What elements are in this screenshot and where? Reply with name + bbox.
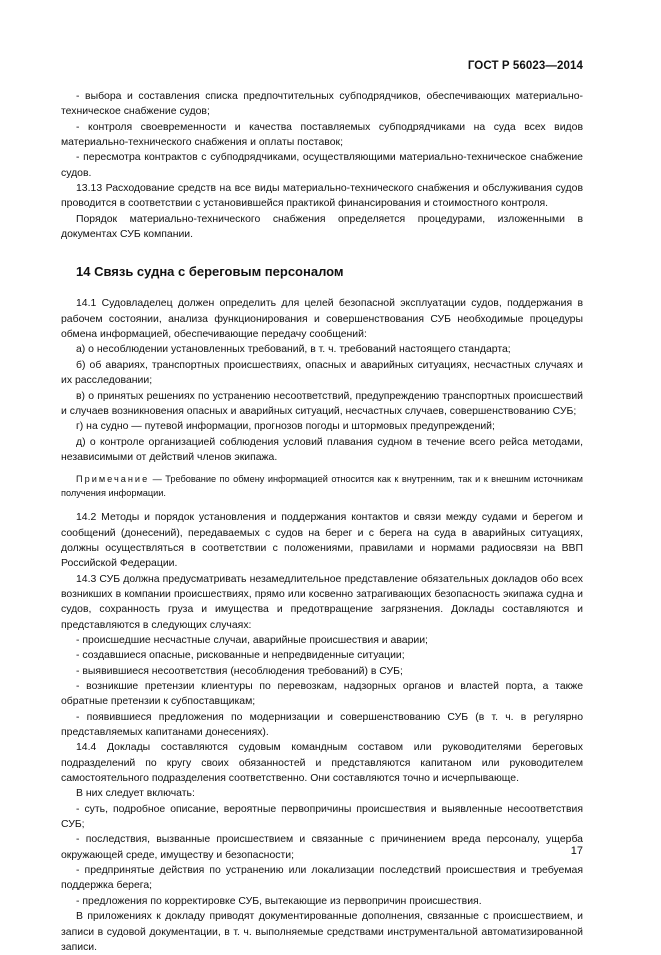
list-item: - суть, подробное описание, вероятные первопричины происшествия и выявленные несоответствия СУБ; [61,803,583,831]
page-content [61,89,583,955]
list-item: - появившиеся предложения по модернизации и совершенствованию СУБ (в т. ч. в регулярно представляемых капитанами донесениях). [61,711,583,739]
paragraph: В них следует включать: [76,788,195,800]
list-item: г) на судно — путевой информации, прогнозов погоды и штормовых предупреждений; [76,421,495,433]
section-heading: 14 Связь судна с береговым персоналом [76,264,344,280]
paragraph: - выбора и составления списка предпочтительных субподрядчиков, обеспечивающих материально-техническое снабжение судов; [61,91,583,118]
list-item: - выявившиеся несоответствия (несоблюдения требований) в СУБ; [76,665,403,677]
list-item: - последствия, вызванные происшествием и связанные с причинением вреда персоналу, ущерба окружающей среде, имуществу и безопасности; [61,834,583,861]
paragraph: 14.1 Судовладелец должен определить для целей безопасной эксплуатации судов, поддержания в рабочем состоянии, анализа функционирования и совершенствования СУБ необходимые процедуры обмена информацией, обеспечивающие передачу сообщений: [61,298,583,341]
list-item: - создавшиеся опасные, рискованные и непредвиденные ситуации; [76,650,405,662]
list-item: - предложения по корректировке СУБ, вытекающие из первопричин происшествия. [76,895,482,907]
list-item: - предпринятые действия по устранению или локализации последствий происшествия и требуемая поддержка берега; [61,865,583,892]
note-label: Примечание [76,474,150,485]
page-number: 17 [570,845,583,857]
note [61,473,583,500]
page-header-standard-id: ГОСТ Р 56023—2014 [467,60,583,72]
note-text: — Требование по обмену информацией относится как к внутренним, так и к внешним источникам получения информации. [61,474,583,498]
paragraph: - пересмотра контрактов с субподрядчиками, осуществляющими материально-техническое снабжение судов. [61,152,583,179]
paragraph: 14.3 СУБ должна предусматривать незамедлительное представление обязательных докладов обо всех возникших в компании происшествиях, прямо или косвенно затрагивающих безопасность экипажа судна и судов, сохранность груза и имущества и предотвращение загрязнения. Доклады составляются и представляются в следующих случаях: [61,573,583,631]
paragraph: В приложениях к докладу приводят документированные дополнения, связанные с происшествием, и записи в судовой документации, в т. ч. выполняемые средствами инструментальной автоматизированной записи. [61,911,583,953]
list-item: - возникшие претензии клиентуры по перевозкам, надзорных органов и властей порта, а также обратные претензии к субпоставщикам; [61,681,583,708]
list-item: д) о контроле организацией соблюдения условий плавания судном в течение всего рейса методами, независимыми от действий членов экипажа. [61,436,583,463]
paragraph: - контроля своевременности и качества поставляемых субподрядчиками на суда всех видов материально-технического снабжения и оплаты поставок; [61,121,583,149]
paragraph: 13.13 Расходование средств на все виды материально-технического снабжения и обслуживания судов проводится в соответствии с установившейся практикой финансирования и стоимостного контроля. [61,183,583,210]
paragraph: 14.4 Доклады составляются судовым командным составом или руководителями береговых подразделений по кругу своих обязанностей и представляются капитаном или руководителем самостоятельного подразделения соответственно. Они составляются точно и исчерпывающе. [61,742,583,785]
paragraph: Порядок материально-технического снабжения определяется процедурами, изложенными в документах СУБ компании. [61,213,583,241]
list-item: а) о несоблюдении установленных требований, в т. ч. требований настоящего стандарта; [76,344,511,356]
paragraph: 14.2 Методы и порядок установления и поддержания контактов и связи между судами и берегом и сообщений (донесений), передаваемых с судов на берег и с берега на суда в аварийных ситуациях, должны осуществляться в соответствии с положениями, правилами и нормами радиосвязи на ВВП Российской Федерации. [61,512,583,570]
list-item: - происшедшие несчастные случаи, аварийные происшествия и аварии; [76,634,428,646]
list-item: б) об авариях, транспортных происшествиях, опасных и аварийных ситуациях, несчастных случаях и их расследовании; [61,359,583,387]
list-item: в) о принятых решениях по устранению несоответствий, предупреждению транспортных происшествий и случаев возникновения опасных и аварийных ситуаций, несчастных случаев, совершенствованию СУБ; [61,390,583,417]
